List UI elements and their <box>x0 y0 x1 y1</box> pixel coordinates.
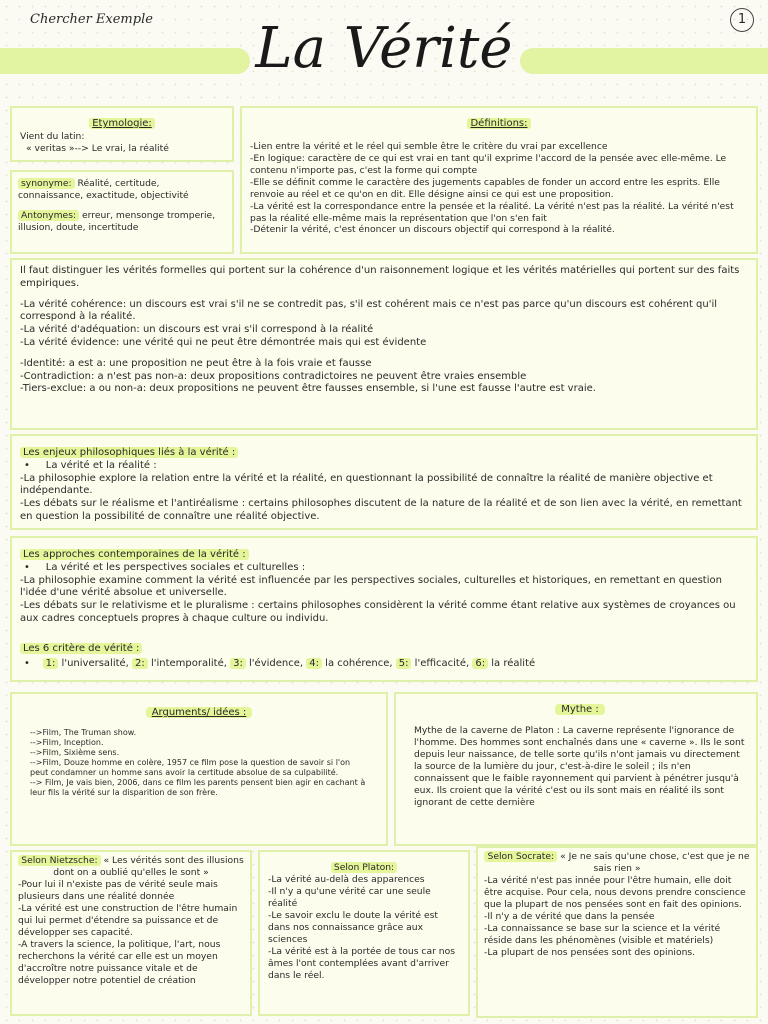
arguments-box <box>10 692 388 846</box>
distinction-line: -La vérité cohérence: un discours est vrai s'il ne se contredit pas, s'il est cohérent mais ce n'est pas parce qu'un discours est cohérent qu'il correspond à la réalité. <box>20 298 721 323</box>
synonyme-entry <box>18 178 226 202</box>
definitions-box <box>240 106 758 254</box>
approches-bullet-text: La vérité et les perspectives sociales et culturelles : <box>45 561 306 573</box>
socrate-quote: « Je ne sais qu'une chose, c'est que je ne sais rien » <box>557 851 750 874</box>
nietzsche-line: -La vérité est une construction de l'être humain qui lui permet d'étendre sa puissance et de développer ses capacité. <box>18 902 241 938</box>
definitions-heading: Définitions: <box>467 118 530 129</box>
socrate-box <box>476 846 758 1018</box>
critere-number: 4: <box>306 658 322 669</box>
nietzsche-quote: « Les vérités sont des illusions dont on a oublié qu'elles le sont » <box>53 855 244 878</box>
approches-line: -Les débats sur le relativisme et le pluralisme : certains philosophes considèrent la vérité comme étant relative aux systèmes de croyances ou aux cadres conceptuels propres à chaque culture ou individu. <box>20 600 739 624</box>
platon-line: -La vérité est à la portée de tous car nos âmes l'ont contemplées avant d'arriver dans le réel. <box>268 945 458 981</box>
distinction-line <box>20 350 748 358</box>
platon-line: -La vérité au-delà des apparences <box>268 874 425 885</box>
synonyme-label: synonyme: <box>18 178 75 189</box>
enjeux-box <box>10 434 758 530</box>
socrate-line: -Il n'y a de vérité que dans la pensée <box>484 910 655 922</box>
platon-heading-wrap <box>268 855 460 874</box>
arguments-heading-wrap <box>30 700 368 720</box>
approches-box <box>10 536 758 682</box>
enjeux-heading: Les enjeux philosophiques liés à la vérité : <box>20 447 238 458</box>
definition-line: -Elle se définit comme le caractère des jugements capables de fonder un accord entre les esprits. Elle renvoie au réel et ce qu'on en dit. Elle désigne ainsi ce qui est une proposition. <box>250 176 723 200</box>
mythe-heading-wrap <box>414 697 746 717</box>
distinction-line: -La vérité d'adéquation: un discours est vrai s'il correspond à la réalité <box>20 324 374 336</box>
critere-number: 2: <box>132 658 148 669</box>
synonymes-box <box>10 170 234 254</box>
antonyme-entry <box>18 210 226 234</box>
definition-line: -Lien entre la vérité et le réel qui semble être le critère du vrai par excellence <box>250 140 608 152</box>
critere-number: 6: <box>472 658 488 669</box>
critere-label: l'efficacité, <box>411 657 473 669</box>
critere-label: la réalité <box>488 657 536 669</box>
approches-heading: Les approches contemporaines de la vérité : <box>20 549 249 560</box>
distinction-line: -Contradiction: a n'est pas non-a: deux propositions contradictoires ne peuvent être vraies ensemble <box>20 370 527 382</box>
distinction-line: -Identité: a est a: une proposition ne peut être à la fois vraie et fausse <box>20 357 372 369</box>
bullet-dot: • <box>24 561 46 573</box>
socrate-header <box>484 851 750 875</box>
approches-line: -La philosophie examine comment la vérité est influencée par les perspectives sociales, culturelles et historiques, en remettant en question l'idée d'une vérité absolue et universelle. <box>20 574 726 599</box>
definition-line: -Détenir la vérité, c'est énoncer un discours objectif qui correspond à la réalité. <box>250 224 615 236</box>
argument-item: -->Film, Inception. <box>30 737 104 747</box>
page-number-text: 1 <box>737 12 747 27</box>
enjeux-bullet-text: La vérité et la réalité : <box>45 459 157 471</box>
distinction-line <box>20 291 748 299</box>
criteres-list <box>20 658 748 671</box>
criteres-heading: Les 6 critère de vérité : <box>20 643 142 654</box>
enjeux-line: -La philosophie explore la relation entre la vérité et la réalité, en questionnant la possibilité de connaître la réalité de manière objective et indépendante. <box>20 472 716 497</box>
etymologie-box <box>10 106 234 162</box>
critere-label: l'évidence, <box>245 657 307 669</box>
bullet-dot: • <box>24 657 43 669</box>
definition-line: -En logique: caractère de ce qui est vrai en tant qu'il exprime l'accord de la pensée avec elle-même. Le contenu n'importe pas, c'est la forme qui compte <box>250 152 730 176</box>
critere-label: la cohérence, <box>321 657 396 669</box>
etymologie-line: Vient du latin: <box>20 130 85 142</box>
platon-heading: Selon Platon: <box>331 862 397 873</box>
etymologie-heading: Etymologie: <box>89 118 155 129</box>
critere-number: 1: <box>43 658 59 669</box>
spacer <box>20 626 748 636</box>
socrate-line: -La plupart de nos pensées sont des opinions. <box>484 946 696 958</box>
socrate-heading: Selon Socrate: <box>484 851 557 862</box>
distinction-line: -La vérité évidence: une vérité qui ne peut être démontrée mais qui est évidente <box>20 336 427 348</box>
platon-box <box>258 850 470 1016</box>
argument-item: -->Film, Douze homme en colère, 1957 ce film pose la question de savoir si l'on peut condamner un homme sans avoir la certitude absolue de sa culpabilité. <box>30 757 353 777</box>
definition-line: -La vérité est la correspondance entre la pensée et la réalité. La vérité n'est pas la réalité. La vérité n'est pas la réalité elle-même mais la représentation que l'on s'en fait <box>250 200 737 224</box>
critere-label: l'intemporalité, <box>147 657 231 669</box>
etymologie-line: « veritas »--> Le vrai, la réalité <box>26 142 169 154</box>
bullet-dot: • <box>24 459 46 471</box>
critere-number: 5: <box>396 658 412 669</box>
platon-line: -Le savoir exclu le doute la vérité est dans nos connaissance grâce aux sciences <box>268 909 441 945</box>
distinction-line: -Tiers-exclue: a ou non-a: deux propositions ne peuvent être fausses ensemble, si l'une est fausse l'autre est vraie. <box>20 383 596 395</box>
argument-item: -->Film, The Truman show. <box>30 727 137 737</box>
approches-bullet <box>20 562 748 575</box>
mythe-text: Mythe de la caverne de Platon : La caverne représente l'ignorance de l'homme. Des hommes sont enchaînés dans une « caverne ». Ils le sont depuis leur naissance, de telle sorte qu'ils n'ont jamais vu directement la source de la lumière du jour, c'est-à-dire le soleil ; ils n'en connaissent que le faible rayonnement qui parvient à pénétrer jusqu'à eux. Ils croient que la vérité c'est ou ils sont mais en réalité ils sont ignorant de cette dernière <box>414 724 748 808</box>
arguments-heading: Arguments/ idées : <box>146 707 253 718</box>
nietzsche-line: -Pour lui il n'existe pas de vérité seule mais plusieurs dans une réalité donnée <box>18 878 221 902</box>
nietzsche-header <box>18 855 244 879</box>
platon-line: -Il n'y a qu'une vérité car une seule réalité <box>268 885 434 909</box>
critere-label: l'universalité, <box>58 657 133 669</box>
page-title: La Vérité <box>255 16 513 81</box>
distinction-line: Il faut distinguer les vérités formelles qui portent sur la cohérence d'un raisonnement logique et les vérités matérielles qui portent sur des faits empiriques. <box>20 265 743 289</box>
etymologie-heading-wrap <box>20 111 224 131</box>
synonyme-text: Réalité, certitude, connaissance, exactitude, objectivité <box>18 178 189 201</box>
mythe-heading: Mythe : <box>555 704 605 715</box>
antonyme-text: erreur, mensonge tromperie, illusion, doute, incertitude <box>18 209 216 233</box>
mythe-box <box>394 692 758 846</box>
nietzsche-line: -A travers la science, la politique, l'art, nous recherchons la vérité car elle est un moyen d'accroître notre puissance vitale et de développer notre potentiel de création <box>18 938 224 986</box>
nietzsche-box <box>10 850 252 1016</box>
critere-number: 3: <box>230 658 246 669</box>
definitions-heading-wrap <box>250 111 748 131</box>
distinction-box <box>10 258 758 430</box>
top-left-note: Chercher Exemple <box>30 12 153 27</box>
enjeux-line: -Les débats sur le réalisme et l'antiréalisme : certains philosophes discutent de la nature de la réalité et de son lien avec la vérité, en remettant en question la possibilité de connaître une réalité objective. <box>20 498 746 522</box>
argument-item: -->Film, Sixième sens. <box>30 747 120 757</box>
argument-item: --> Film, Je vais bien, 2006, dans ce film les parents pensent bien agir en cachant à leur fils la vérité sur la disparition de son frère. <box>30 777 368 797</box>
enjeux-bullet <box>20 460 748 473</box>
socrate-line: -La connaissance se base sur la science et la vérité réside dans les phénomènes (visible et matériels) <box>484 922 724 946</box>
nietzsche-heading: Selon Nietzsche: <box>18 855 100 866</box>
antonyme-label: Antonymes: <box>18 210 79 221</box>
page-number <box>730 8 754 32</box>
socrate-line: -La vérité n'est pas innée pour l'être humain, elle doit être acquise. Pour cela, nous devons prendre conscience que la plupart de nos pensées sont en fait des opinions. <box>484 874 749 910</box>
